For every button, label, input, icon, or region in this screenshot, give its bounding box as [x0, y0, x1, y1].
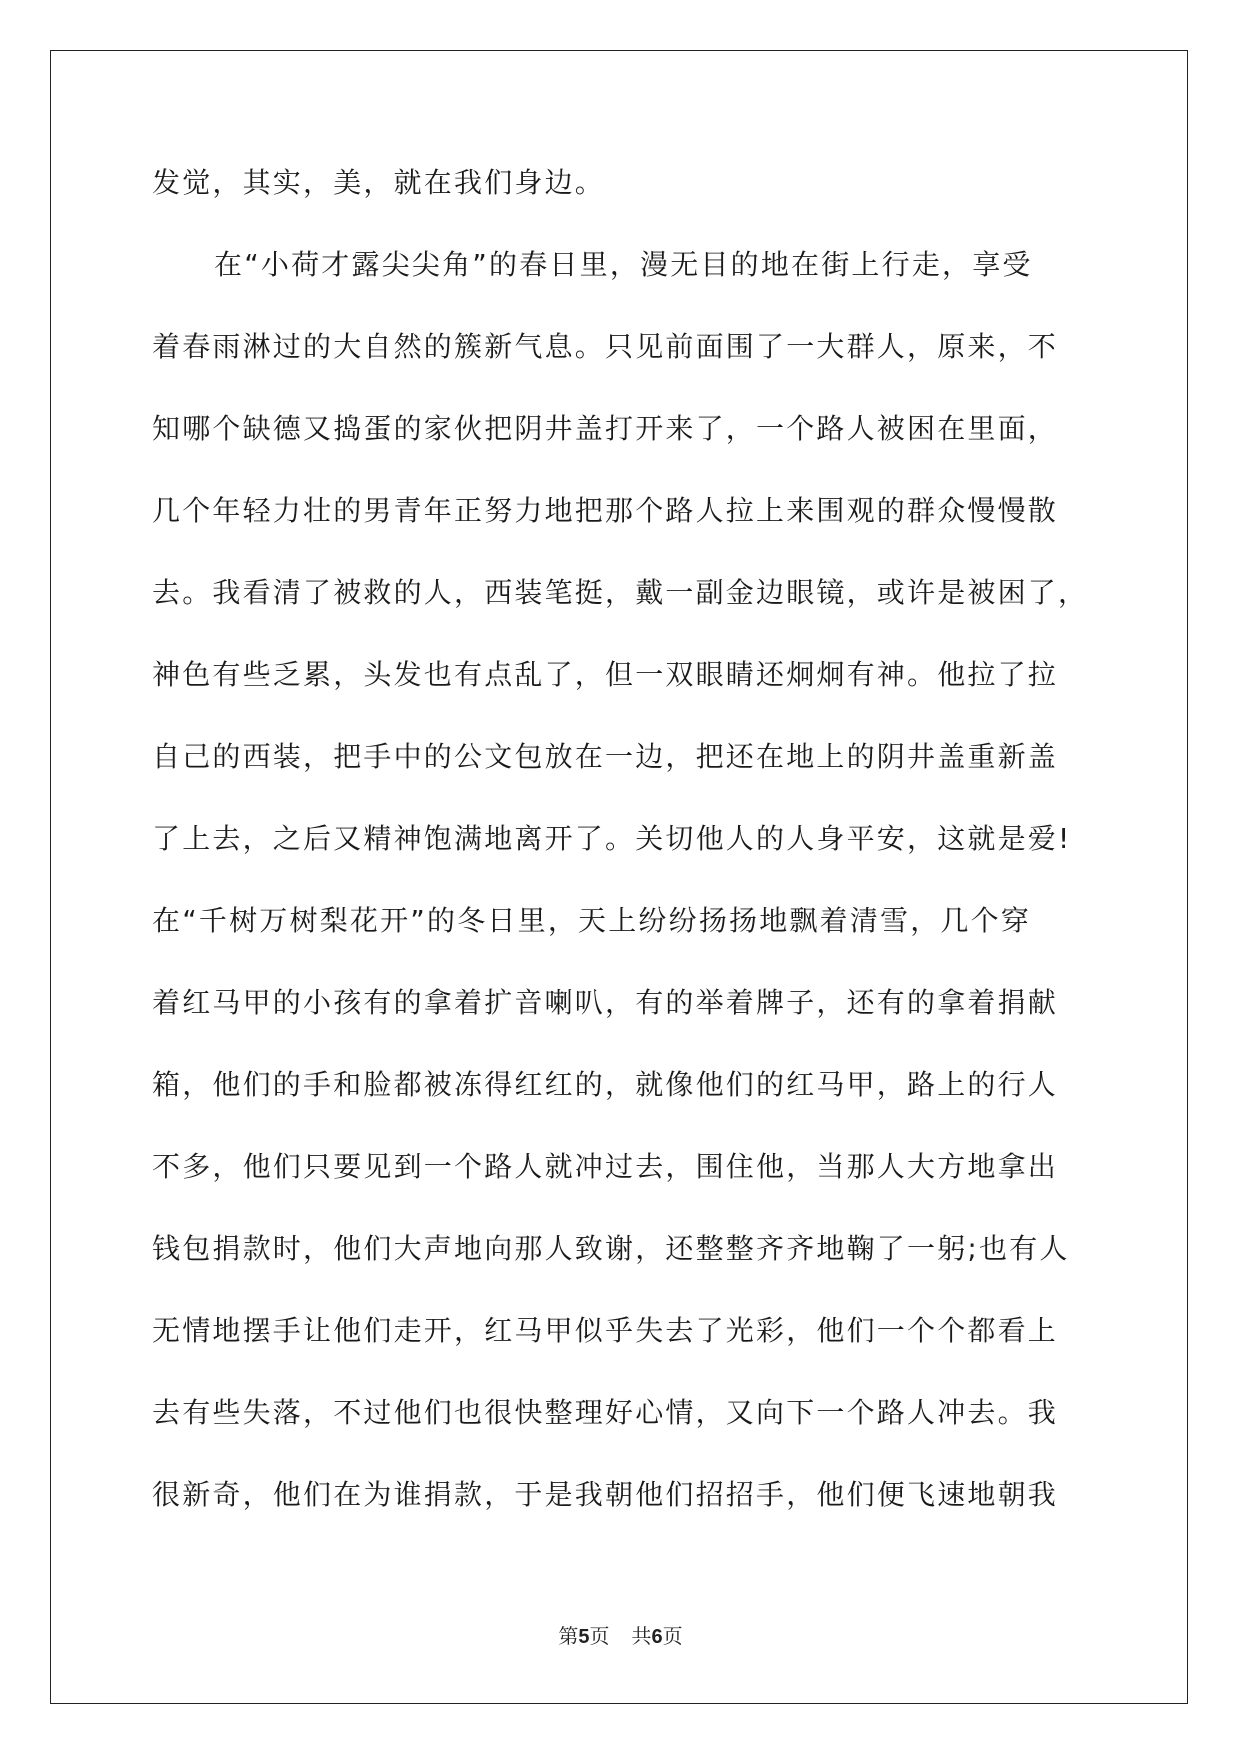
total-pages: 6 — [651, 1626, 663, 1648]
text-line: 去。我看清了被救的人，西装笔挺，戴一副金边眼镜，或许是被困了， — [152, 576, 1089, 609]
total-pages-prefix: 共 — [631, 1624, 652, 1648]
page-footer — [0, 1620, 1241, 1649]
text-line: 去有些失落，不过他们也很快整理好心情，又向下一个路人冲去。我 — [152, 1396, 1059, 1429]
total-pages-suffix: 页 — [662, 1624, 683, 1648]
text-line: 着春雨淋过的大自然的簇新气息。只见前面围了一大群人，原来，不 — [152, 330, 1059, 363]
text-line: 着红马甲的小孩有的拿着扩音喇叭，有的举着牌子，还有的拿着捐献 — [152, 986, 1059, 1019]
text-line: 了上去，之后又精神饱满地离开了。关切他人的人身平安，这就是爱! — [152, 822, 1072, 855]
text-line: 几个年轻力壮的男青年正努力地把那个路人拉上来围观的群众慢慢散 — [152, 494, 1059, 527]
text-line: 不多，他们只要见到一个路人就冲过去，围住他，当那人大方地拿出 — [152, 1150, 1059, 1183]
text-line: 发觉，其实，美，就在我们身边。 — [152, 166, 606, 199]
text-line: 知哪个缺德又捣蛋的家伙把阴井盖打开来了，一个路人被困在里面， — [152, 412, 1059, 445]
text-line: 很新奇，他们在为谁捐款，于是我朝他们招招手，他们便飞速地朝我 — [152, 1478, 1059, 1511]
page-number: 5 — [578, 1626, 590, 1648]
page-number-suffix: 页 — [589, 1624, 610, 1648]
text-line: 箱，他们的手和脸都被冻得红红的，就像他们的红马甲，路上的行人 — [152, 1068, 1059, 1101]
text-line: 神色有些乏累，头发也有点乱了，但一双眼睛还炯炯有神。他拉了拉 — [152, 658, 1059, 691]
document-body — [152, 158, 1092, 1552]
text-line: 在“千树万树梨花开”的冬日里，天上纷纷扬扬地飘着清雪，几个穿 — [152, 904, 1032, 937]
page-number-prefix: 第 — [558, 1624, 579, 1648]
text-line: 无情地摆手让他们走开，红马甲似乎失去了光彩，他们一个个都看上 — [152, 1314, 1059, 1347]
text-line: 钱包捐款时，他们大声地向那人致谢，还整整齐齐地鞠了一躬;也有人 — [152, 1232, 1070, 1265]
text-line: 在“小荷才露尖尖角”的春日里，漫无目的地在街上行走，享受 — [214, 248, 1033, 281]
text-line: 自己的西装，把手中的公文包放在一边，把还在地上的阴井盖重新盖 — [152, 740, 1059, 773]
